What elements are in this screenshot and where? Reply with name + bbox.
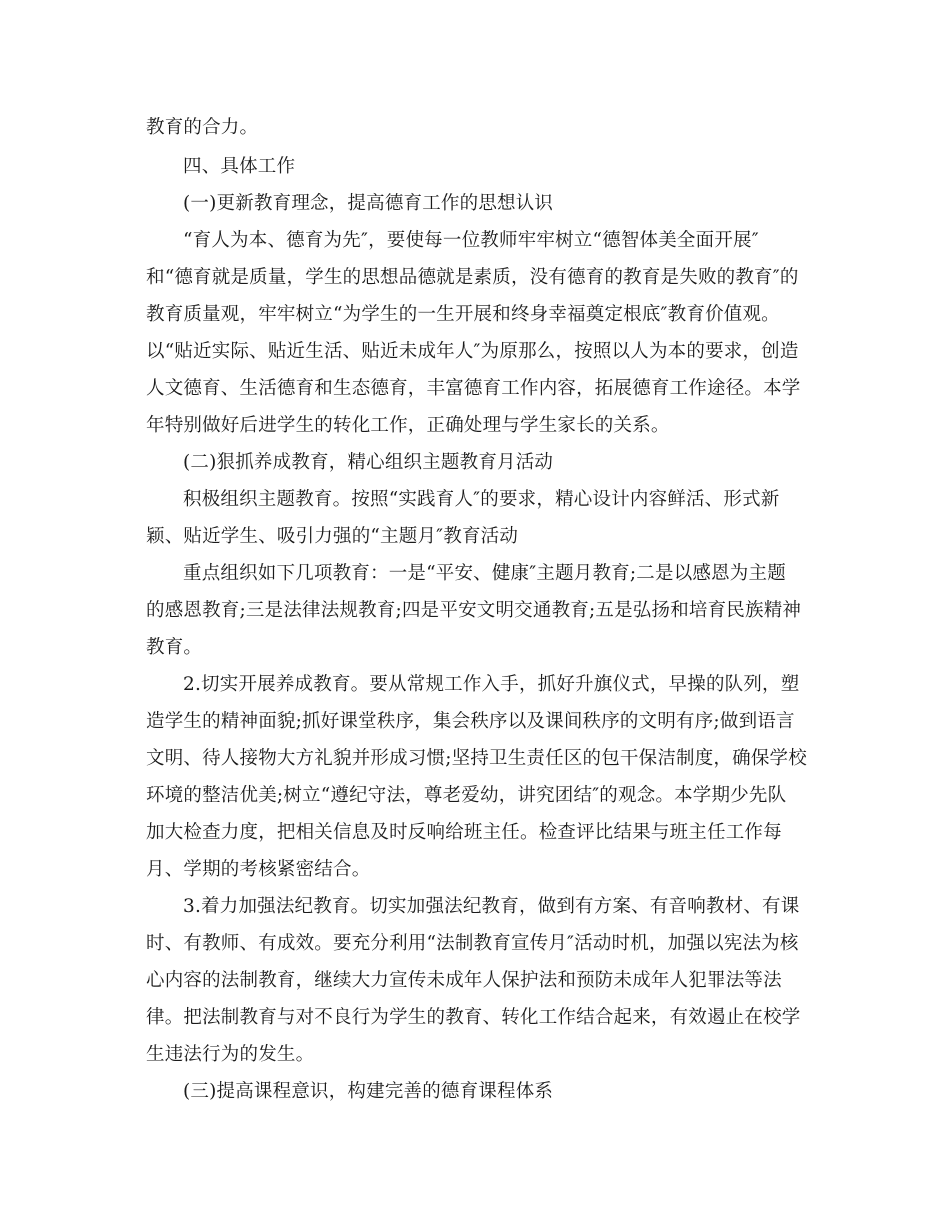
subsection-heading: (三)提高课程意识，构建完善的德育课程体系 <box>183 1081 554 1102</box>
paragraph-line: 以“贴近实际、贴近生活、贴近未成年人″为原那么，按照以人为本的要求，创造 <box>146 341 799 362</box>
text-line-continuation: 教育的合力。 <box>146 117 259 138</box>
subsection-heading: (二)狠抓养成教育，精心组织主题教育月活动 <box>183 452 554 473</box>
paragraph-line: 时、有教师、有成效。要充分利用“法制教育宣传月″活动时机，加强以宪法为核 <box>146 933 799 954</box>
paragraph-line: 和“德育就是质量，学生的思想品德就是素质，没有德育的教育是失败的教育″的 <box>146 267 799 288</box>
paragraph-line: 心内容的法制教育，继续大力宣传未成年人保护法和预防未成年人犯罪法等法 <box>146 970 782 991</box>
paragraph-line: 生违法行为的发生。 <box>146 1044 315 1065</box>
paragraph-line: 律。把法制教育与对不良行为学生的教育、转化工作结合起来，有效遏止在校学 <box>146 1007 801 1028</box>
paragraph-line: 年特别做好后进学生的转化工作，正确处理与学生家长的关系。 <box>146 415 670 436</box>
paragraph-line: 3.着力加强法纪教育。切实加强法纪教育，做到有方案、有音响教材、有课 <box>183 896 800 917</box>
paragraph-line: 颖、贴近学生、吸引力强的“主题月″教育活动 <box>146 526 519 547</box>
paragraph-line: 人文德育、生活德育和生态德育，丰富德育工作内容，拓展德育工作途径。本学 <box>146 378 801 399</box>
paragraph-line: 积极组织主题教育。按照“实践育人″的要求，精心设计内容鲜活、形式新 <box>183 489 780 510</box>
section-heading: 四、具体工作 <box>183 156 296 177</box>
paragraph-line: 造学生的精神面貌;抓好课堂秩序，集会秩序以及课间秩序的文明有序;做到语言 <box>146 711 795 732</box>
subsection-heading: (一)更新教育理念，提高德育工作的思想认识 <box>183 193 554 214</box>
paragraph-line: 的感恩教育;三是法律法规教育;四是平安文明交通教育;五是弘扬和培育民族精神 <box>146 600 802 621</box>
paragraph-line: “育人为本、德育为先″，要使每一位教师牢牢树立“德智体美全面开展″ <box>183 230 759 251</box>
paragraph-line: 重点组织如下几项教育：一是“平安、健康″主题月教育;二是以感恩为主题 <box>183 563 786 584</box>
paragraph-line: 教育质量观，牢牢树立“为学生的一生开展和终身幸福奠定根底″教育价值观。 <box>146 304 780 325</box>
paragraph-line: 加大检查力度，把相关信息及时反响给班主任。检查评比结果与班主任工作每 <box>146 822 782 843</box>
paragraph-line: 环境的整洁优美;树立“遵纪守法，尊老爱幼，讲究团结″的观念。本学期少先队 <box>146 785 787 806</box>
paragraph-line: 2.切实开展养成教育。要从常规工作入手，抓好升旗仪式，早操的队列，塑 <box>183 674 800 695</box>
paragraph-line: 教育。 <box>146 637 203 658</box>
paragraph-line: 月、学期的考核紧密结合。 <box>146 859 371 880</box>
paragraph-line: 文明、待人接物大方礼貌并形成习惯;坚持卫生责任区的包干保洁制度，确保学校 <box>146 748 807 769</box>
